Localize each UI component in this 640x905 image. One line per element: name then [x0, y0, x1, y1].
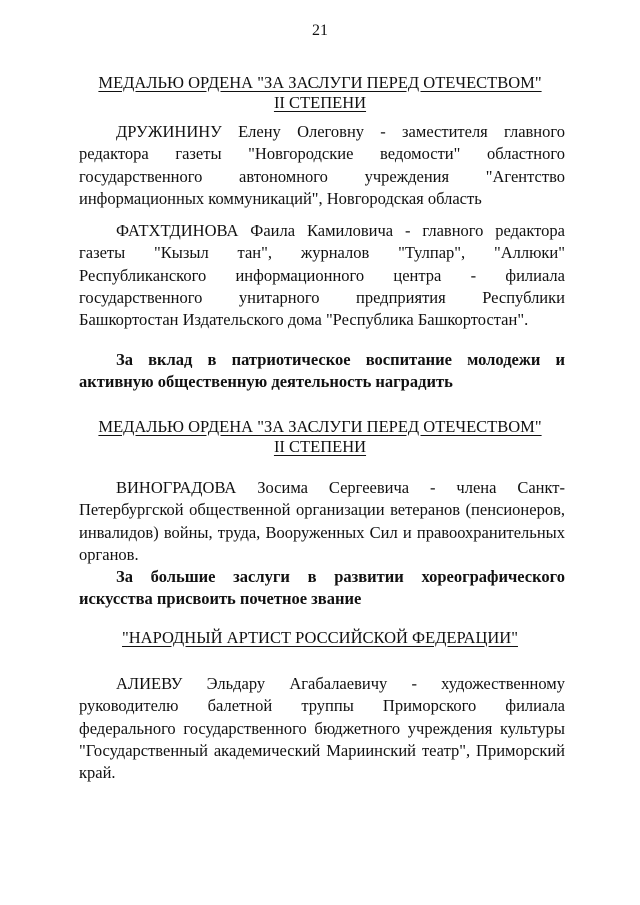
award-heading-2	[0, 417, 640, 457]
award-entry: ДРУЖИНИНУ Елену Олеговну - заместителя главного редактора газеты "Новгородские ведомости" областного государственного автономного учреждения "Агентство информационных коммуникаций", Новгородская область	[79, 122, 565, 208]
award-heading-1-line1: МЕДАЛЬЮ ОРДЕНА "ЗА ЗАСЛУГИ ПЕРЕД ОТЕЧЕСТВОМ"	[98, 73, 542, 92]
award-entry: ВИНОГРАДОВА Зосима Сергеевича - члена Санкт-Петербургской общественной организации ветеранов (пенсионеров, инвалидов) войны, труда, Вооруженных Сил и правоохранительных органов.	[79, 478, 565, 564]
award-heading-3-line1: "НАРОДНЫЙ АРТИСТ РОССИЙСКОЙ ФЕДЕРАЦИИ"	[122, 628, 518, 647]
award-heading-2-line1: МЕДАЛЬЮ ОРДЕНА "ЗА ЗАСЛУГИ ПЕРЕД ОТЕЧЕСТВОМ"	[98, 417, 542, 436]
award-heading-1-line2: II СТЕПЕНИ	[273, 93, 367, 112]
award-heading-2-line2: II СТЕПЕНИ	[273, 437, 367, 456]
award-heading-1	[0, 73, 640, 113]
award-entry: ФАТХТДИНОВА Фаила Камиловича - главного редактора газеты "Кызыл тан", журналов "Тулпар", "Аллюки" Республиканского информационного центра - филиала государственного унитарного предприятия Республики Башкортостан Издательского дома "Республика Башкортостан".	[79, 221, 565, 330]
award-entry: АЛИЕВУ Эльдару Агабалаевичу - художественному руководителю балетной труппы Приморского филиала федерального государственного бюджетного учреждения культуры "Государственный академический Мариинский театр", Приморский край.	[79, 674, 565, 783]
decree-intro-2: За вклад в патриотическое воспитание молодежи и активную общественную деятельность наградить	[79, 350, 565, 392]
decree-intro-3: За большие заслуги в развитии хореографического искусства присвоить почетное звание	[79, 567, 565, 609]
award-heading-3	[0, 628, 640, 648]
page-number: 21	[312, 22, 328, 39]
